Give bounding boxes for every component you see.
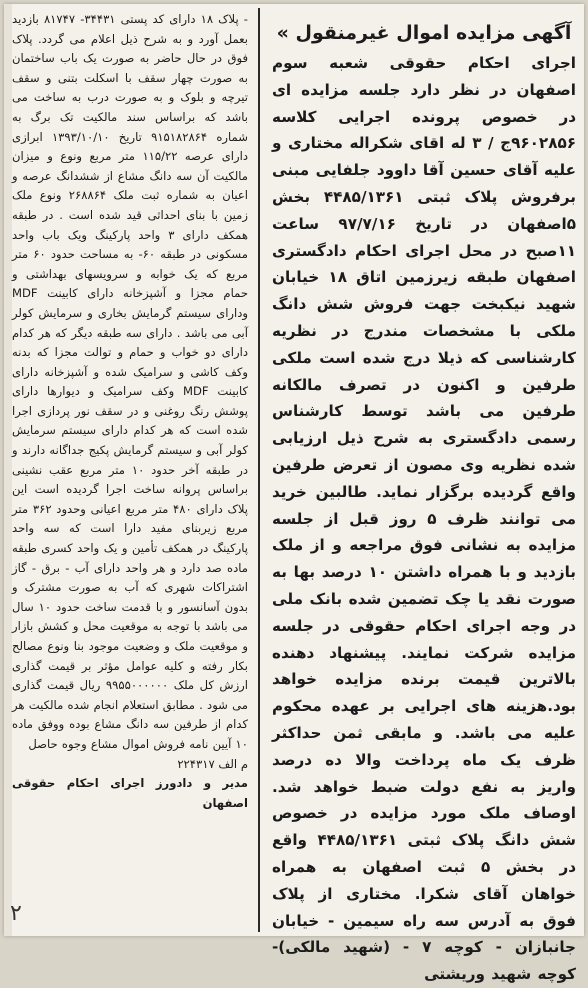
newspaper-clipping	[4, 4, 584, 984]
page-edge	[4, 4, 12, 936]
notice-continuation-column	[12, 10, 248, 930]
page-folio-number: ۲	[10, 901, 22, 926]
notice-body-left: - پلاک ۱۸ دارای کد پستی ۳۴۴۳۱- ۸۱۷۴۷ بازدید بعمل آورد و به شرح ذیل اعلام می گردد. پلاک فوق در حال حاضر به صورت یک باب ساختمان به صورت چهار سقف با اسکلت بتنی و سقف تیرچه و بلوک و به صورت درب به ساخت می باشد که براساس سند مالکیت تک برگ به شماره ۹۱۵۱۸۲۸۶۴ تاریخ ۱۳۹۳/۱۰/۱۰ ابرازی دارای عرصه ۱۱۵/۲۲ متر مربع ونوع و میزان مالکیت آن سه دانگ مشاع از ششدانگ عرصه و اعیان به شماره ثبت ملک ۲۶۸۸۶۴ ونوع ملک زمین با بنای احداثی قید شده است . در طبقه همکف دارای ۳ واحد پارکینگ ویک باب واحد مسکونی در طبقه ۶۰- به مساحت حدود ۶۰ متر مربع که یک خوابه و سرویسهای بهداشتی و حمام مجزا و آشپزخانه دارای کابینت MDF ودارای سیستم گرمایش بخاری و سرمایش کولر آبی می باشد . دارای سه طبقه دیگر که هر کدام دارای دو خواب و حمام و توالت مجزا که بدنه وکف کاشی و سرامیک شده و آشپزخانه دارای کابینت MDF وکف سرامیک و دیوارها دارای پوشش رنگ روغنی و در سقف نور پردازی اجرا شده است که هر کدام دارای سیستم سرمایش کولر آبی و سیستم گرمایش پکیج جداگانه دارند و در طبقه آخر حدود ۱۰ متر مربع عقب نشینی براساس پروانه ساخت اجرا گردیده است این پلاک دارای ۴۸۰ متر مربع اعیانی وحدود ۳۶۲ متر مربع زیربنای مفید دارا است که سه واحد پارکینگ در همکف تأمین و یک واحد کسری طبقه ماده صد دارد و هر واحد دارای آب - برق - گاز اشتراکات شهری که آب به صورت مشترک و بدون آسانسور و با قدمت ساخت حدود ۱۰ سال می باشد با توجه به موقعیت محل و کشش بازار و موقعیت ملک و وضعیت موجود بنا ونوع مصالح بکار رفته و کلیه عوامل مؤثر بر قیمت گذاری ارزش کل ملک ۹۹۵۵۰۰۰۰۰۰ ریال قیمت گذاری می شود . مطابق استعلام انجام شده مالکیت هر کدام از طرفین سه دانگ مشاع بوده ووفق ماده ۱۰ آیین نامه فروش اموال مشاع وجوه حاصل	[12, 12, 249, 751]
notice-main-column	[272, 22, 577, 984]
notice-reference-number: م الف ۲۲۴۳۱۷	[177, 756, 248, 771]
notice-body-right: اجرای احکام حقوقی شعبه سوم اصفهان در نظر دارد جلسه مزایده ای در خصوص پرونده اجرایی کلاسه ۹۶۰۲۸۵۶ج / ۳ له اقای شکراله مختاری و علیه آقای حسین آقا داوود جلفایی مبنی برفروش پلاک ثبتی ۴۴۸۵/۱۳۶۱ بخش ۵اصفهان در تاریخ ۹۷/۷/۱۶ ساعت ۱۱صبح در محل اجرای احکام دادگستری اصفهان طبقه زیرزمین اتاق ۱۸ خیابان شهید نیکبخت جهت فروش شش دانگ ملکی با مشخصات مندرج در نظریه کارشناسی که ذیلا درج شده است ملکی طرفین و اکنون در تصرف مالکانه طرفین می باشد توسط کارشناس رسمی دادگستری به شرح ذیل ارزیابی شده نظریه وی مصون از تعرض طرفین واقع گردیده برگزار نماید. طالبین خرید می توانند ظرف ۵ روز قبل از جلسه مزایده به نشانی فوق مراجعه و از ملک بازدید و با همراه داشتن ۱۰ درصد بها به صورت نقد یا چک تضمین شده بانک ملی در وجه اجرای احکام حقوقی در جلسه مزایده شرکت نمایند. پیشنهاد دهنده بالاترین قیمت برنده مزایده خواهد بود.هزینه های اجرایی بر عهده محکوم علیه می باشد. و مابقی ثمن حداکثر ظرف یک ماه پرداخت والا ده درصد واریز به نفع دولت ضبط خواهد شد. اوصاف ملک مورد مزایده در خصوص شش دانگ پلاک ثبتی ۴۴۸۵/۱۳۶۱ واقع در بخش ۵ ثبت اصفهان به همراه خواهان آقای شکرا. مختاری از پلاک فوق به آدرس سه راه سیمین - خیابان جانبازان - کوچه ۷ - (شهید مالکی)- کوچه شهید وریشتی	[272, 54, 577, 984]
column-divider	[258, 8, 260, 932]
notice-signature: مدیر و دادورز اجرای احکام حقوقی اصفهان	[12, 776, 248, 810]
notice-title: آگهی مزایده اموال غیرمنقول »	[276, 22, 572, 44]
